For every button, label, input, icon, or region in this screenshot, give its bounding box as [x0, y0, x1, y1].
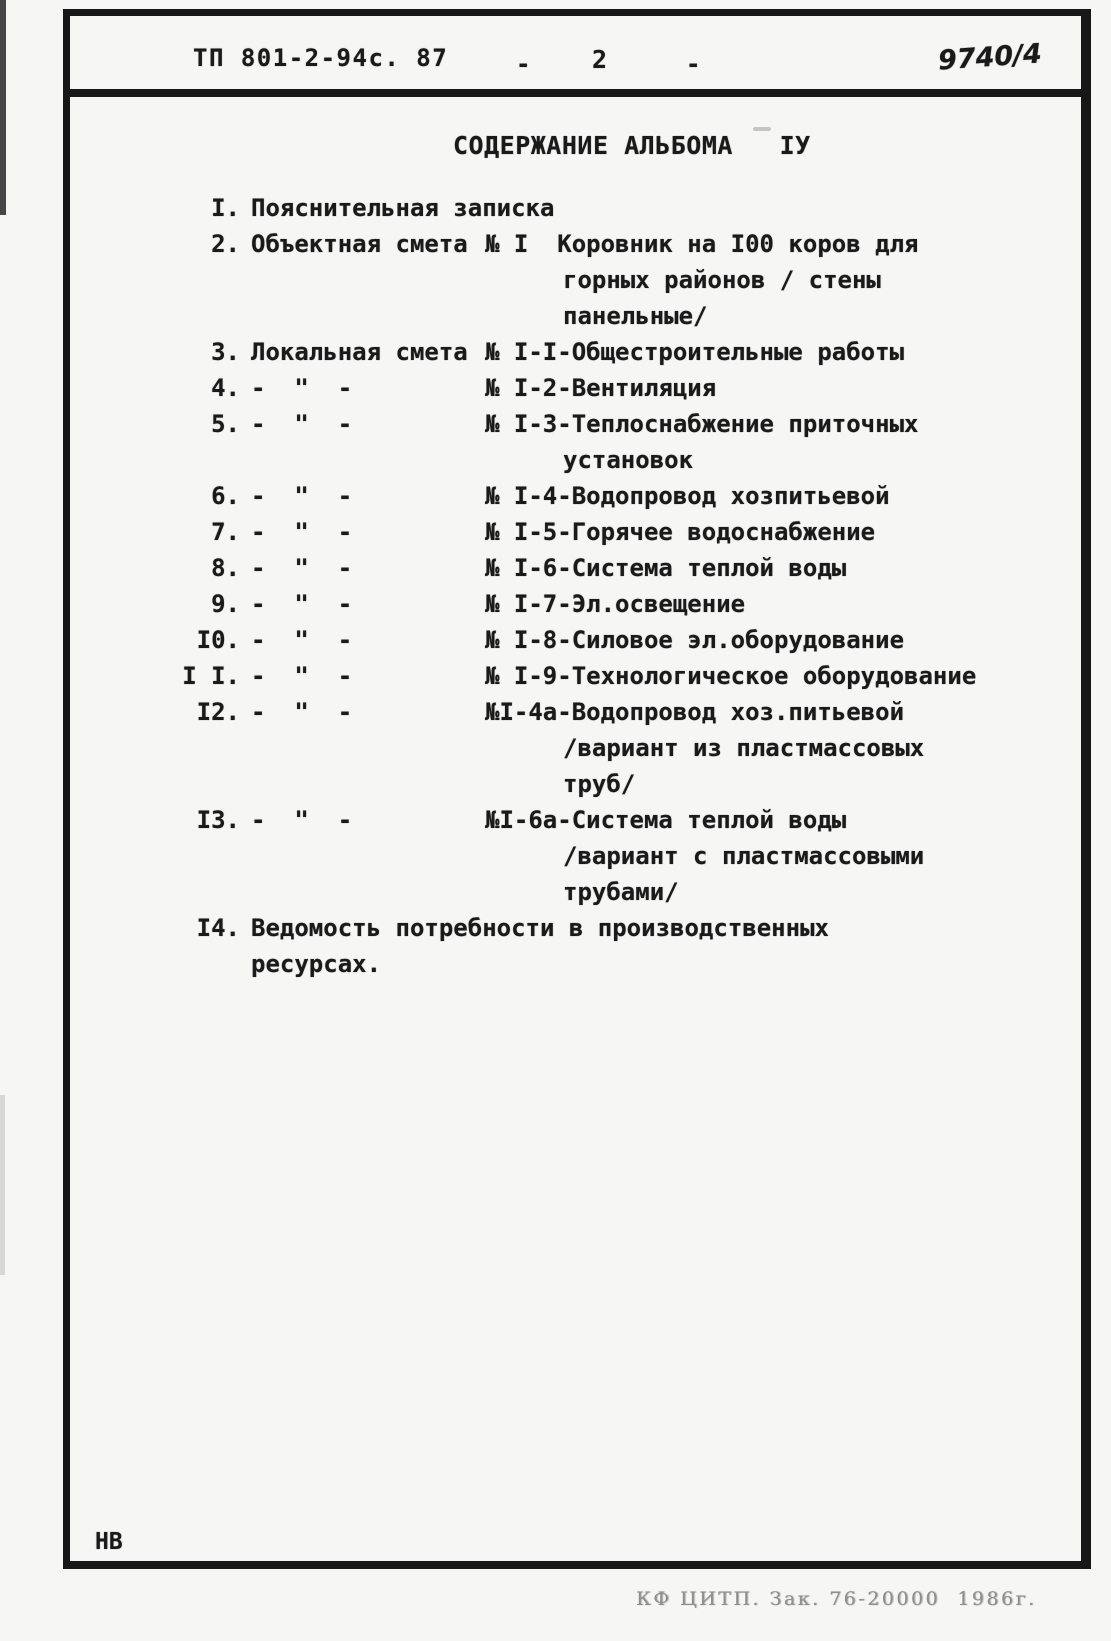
toc-line [196, 554, 1046, 590]
toc-line [196, 230, 1046, 266]
toc-line [196, 482, 1046, 518]
toc-line-label: - " - [251, 410, 353, 438]
toc-line-detail: горных районов / стены [563, 266, 881, 294]
toc-line [196, 338, 1046, 374]
toc-line [196, 914, 1046, 950]
toc-line-detail: № I-8-Силовое эл.оборудование [485, 626, 905, 654]
toc-line-detail: /вариант из пластмассовых [563, 734, 925, 762]
handwritten-album-number: 9740/4 [937, 38, 1043, 77]
toc-line-detail: № I-9-Технологическое оборудование [485, 662, 977, 690]
toc-line [196, 266, 1046, 302]
toc-line [196, 446, 1046, 482]
toc-line [196, 302, 1046, 338]
print-shop-imprint: КФ ЦИТП. Зак. 76-20000 1986г. [636, 1588, 1037, 1610]
toc-line-detail: № I-I-Общестроительные работы [485, 338, 905, 366]
document-code: ТП 801-2-94с. 87 [193, 44, 449, 72]
toc-line-number: 4. [211, 374, 240, 402]
scan-edge-artifact [0, 1095, 5, 1275]
toc-line-detail: панельные/ [563, 302, 708, 330]
toc-line [196, 590, 1046, 626]
toc-line [196, 698, 1046, 734]
toc-line [196, 950, 1046, 986]
toc-line [196, 770, 1046, 806]
toc-line-label: - " - [251, 482, 353, 510]
toc-line-detail: № I-4-Водопровод хозпитьевой [485, 482, 890, 510]
toc-line-detail: № I-2-Вентиляция [485, 374, 717, 402]
toc-line [196, 734, 1046, 770]
toc-line-label: - " - [251, 698, 353, 726]
toc-line-label: - " - [251, 806, 353, 834]
toc-line-label: - " - [251, 662, 353, 690]
toc-line-label: - " - [251, 590, 353, 618]
toc-line-label: Пояснительная записка [251, 194, 555, 222]
toc-line [196, 878, 1046, 914]
toc-line [196, 194, 1046, 230]
toc-line-label: - " - [251, 626, 353, 654]
toc-line-label: Объектная смета [251, 230, 468, 258]
toc-line-label: Локальная смета [251, 338, 468, 366]
toc-line-detail: № I-6-Система теплой воды [485, 554, 847, 582]
toc-line-number: 3. [211, 338, 240, 366]
toc-line-label: - " - [251, 554, 353, 582]
toc-line-detail: №I-4а-Водопровод хоз.питьевой [485, 698, 905, 726]
toc-line-number: I I. [182, 662, 240, 690]
handwritten-initials: НВ [95, 1529, 123, 1555]
scan-edge-artifact [0, 0, 6, 215]
toc-list [182, 194, 1046, 986]
toc-line [196, 374, 1046, 410]
toc-line-detail: № I-3-Теплоснабжение приточных [485, 410, 919, 438]
page-number: 2 [592, 45, 608, 74]
toc-line [182, 662, 1046, 698]
toc-line-number: 8. [211, 554, 240, 582]
page-number-right-dash: - [686, 50, 701, 78]
toc-line-detail: № I-7-Эл.освещение [485, 590, 746, 618]
toc-line-detail: ресурсах. [251, 950, 382, 978]
page-number-left-dash: - [516, 50, 531, 78]
toc-line-detail: трубами/ [563, 878, 679, 906]
toc-line-number: I0. [196, 626, 240, 654]
toc-line-number: 5. [211, 410, 240, 438]
toc-line-detail: труб/ [563, 770, 636, 798]
toc-line-detail: /вариант с пластмассовыми [563, 842, 925, 870]
toc-line-number: I3. [196, 806, 240, 834]
toc-line-number: I. [211, 194, 240, 222]
toc-line-label: Ведомость потребности в производственных [251, 914, 829, 942]
toc-line-label: - " - [251, 518, 353, 546]
toc-line-detail: № I Коровник на I00 коров для [485, 230, 919, 258]
toc-line-number: 7. [211, 518, 240, 546]
toc-line-number: I2. [196, 698, 240, 726]
toc-line [196, 410, 1046, 446]
toc-line [196, 626, 1046, 662]
header-divider-line [63, 89, 1091, 97]
toc-line-detail: установок [563, 446, 694, 474]
toc-line-detail: №I-6а-Система теплой воды [485, 806, 847, 834]
toc-line-number: I4. [196, 914, 240, 942]
toc-line-detail: № I-5-Горячее водоснабжение [485, 518, 876, 546]
toc-line-number: 9. [211, 590, 240, 618]
toc-line-number: 6. [211, 482, 240, 510]
toc-line [196, 806, 1046, 842]
toc-line [196, 842, 1046, 878]
page-title: СОДЕРЖАНИЕ АЛЬБОМА IУ [453, 131, 811, 160]
toc-line [196, 518, 1046, 554]
toc-line-label: - " - [251, 374, 353, 402]
toc-line-number: 2. [211, 230, 240, 258]
